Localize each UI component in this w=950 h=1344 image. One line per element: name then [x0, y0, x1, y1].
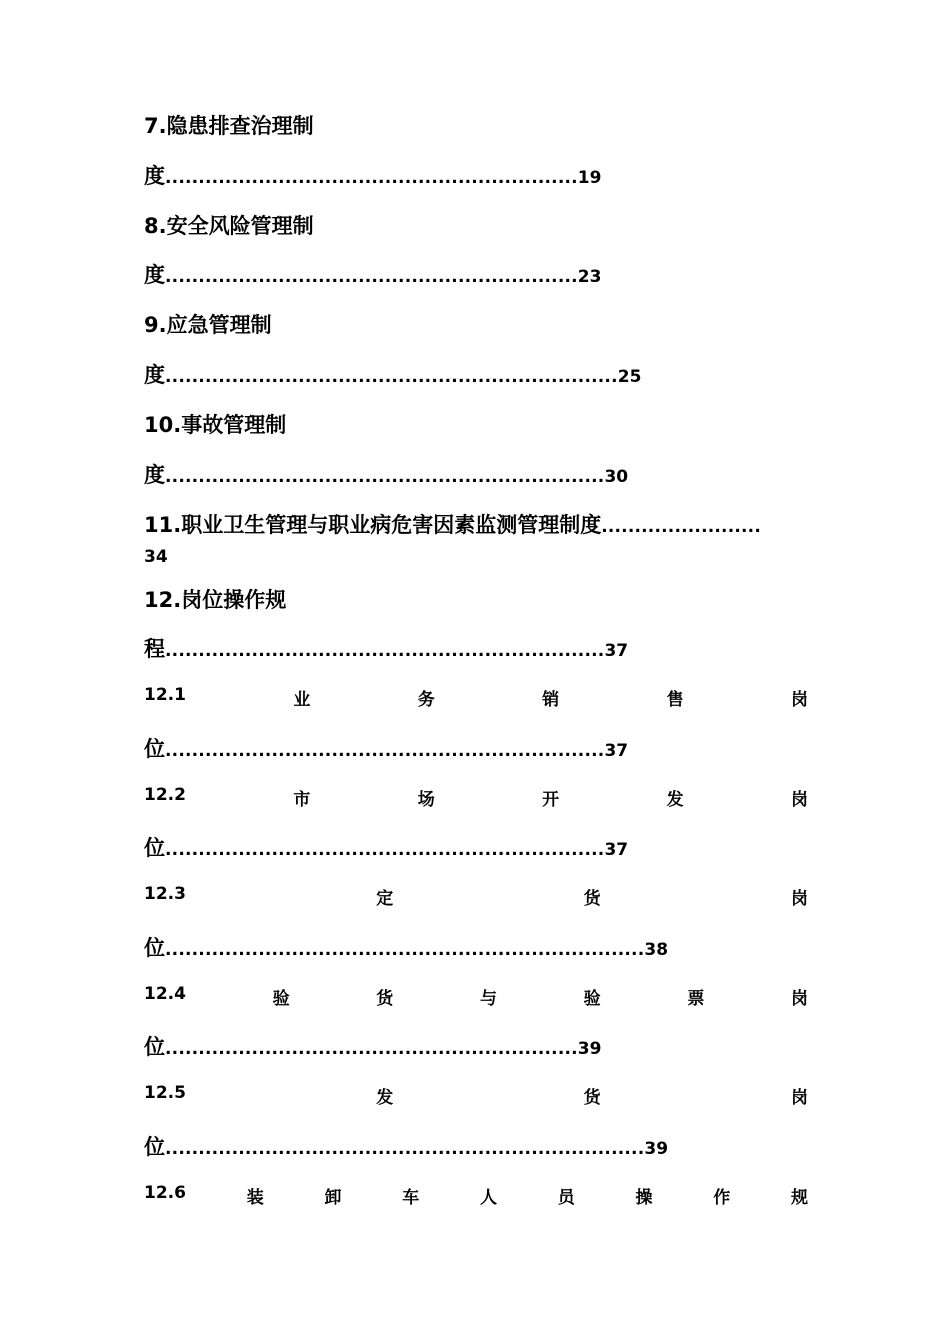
page-number: 30 — [604, 467, 629, 487]
page-number: 37 — [604, 641, 629, 661]
page-number: 38 — [644, 940, 669, 960]
page-number: 19 — [577, 168, 602, 188]
toc-entry-7-title: 7.隐患排查治理制 — [144, 114, 314, 138]
page-number: 34 — [144, 547, 168, 567]
toc-entry-12-4-title: 12.4 验 货 与 验 票 岗 — [144, 984, 808, 1009]
toc-entry-12-5-continuation: 位........................................................................39 — [144, 1135, 669, 1159]
page-number: 25 — [617, 367, 642, 387]
page-number: 39 — [644, 1139, 669, 1159]
toc-entry-12-title: 12.岗位操作规 — [144, 588, 287, 612]
page-number: 39 — [577, 1039, 602, 1059]
page-number: 37 — [604, 840, 629, 860]
toc-entry-10-title: 10.事故管理制 — [144, 413, 287, 437]
toc-entry-12-continuation: 程..................................................................37 — [144, 637, 629, 661]
toc-entry-8-continuation: 度..............................................................23 — [144, 263, 602, 287]
toc-entry-9-title: 9.应急管理制 — [144, 313, 272, 337]
toc-entry-11: 11.职业卫生管理与职业病危害因素监测管理制度........................ — [144, 513, 761, 537]
toc-entry-11-title: 11.职业卫生管理与职业病危害因素监测管理制度 — [144, 513, 602, 537]
page-number: 23 — [577, 267, 602, 287]
toc-entry-12-2-continuation: 位..................................................................37 — [144, 836, 629, 860]
toc-entry-12-6-title: 12.6 装 卸 车 人 员 操 作 规 — [144, 1183, 808, 1208]
toc-entry-8-title: 8.安全风险管理制 — [144, 214, 314, 238]
toc-entry-12-1-continuation: 位..................................................................37 — [144, 737, 629, 761]
toc-entry-9-continuation: 度....................................................................25 — [144, 363, 642, 387]
toc-entry-12-3-title: 12.3 定 货 岗 — [144, 884, 808, 909]
toc-entry-12-4-continuation: 位..............................................................39 — [144, 1035, 602, 1059]
toc-entry-12-2-title: 12.2 市 场 开 发 岗 — [144, 785, 808, 810]
toc-entry-12-3-continuation: 位........................................................................38 — [144, 936, 669, 960]
toc-entry-12-1-title: 12.1 业 务 销 售 岗 — [144, 685, 808, 710]
toc-entry-12-5-title: 12.5 发 货 岗 — [144, 1083, 808, 1108]
toc-entry-10-continuation: 度..................................................................30 — [144, 463, 629, 487]
toc-entry-7-continuation: 度..............................................................19 — [144, 164, 602, 188]
page-number: 37 — [604, 741, 629, 761]
